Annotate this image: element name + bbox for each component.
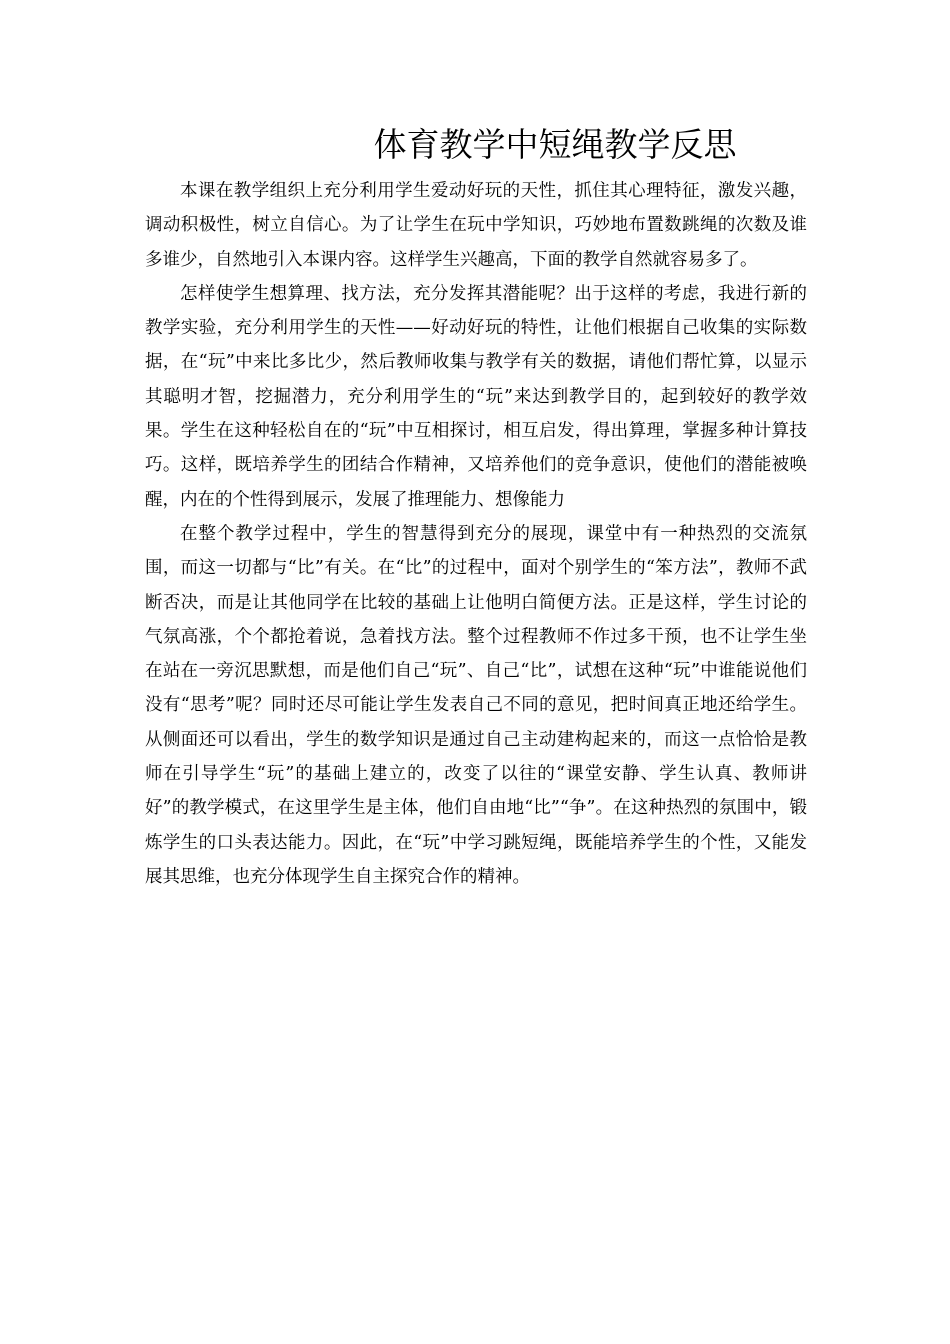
paragraph-2: 怎样使学生想算理、找方法，充分发挥其潜能呢？出于这样的考虑，我进行新的教学实验，充分利用学生的天性——好动好玩的特性，让他们根据自己收集的实际数据，在“玩”中来比多比少，然后教师收集与教学有关的数据，请他们帮忙算，以显示其聪明才智，挖掘潜力，充分利用学生的“玩”来达到教学目的，起到较好的教学效果。学生在这种轻松自在的“玩”中互相探讨，相互启发，得出算理，掌握多种计算技巧。这样，既培养学生的团结合作精神，又培养他们的竞争意识，使他们的潜能被唤醒，内在的个性得到展示，发展了推理能力、想像能力 bbox=[145, 283, 807, 510]
document-title: 体育教学中短绳教学反思 bbox=[373, 125, 737, 164]
document-body bbox=[145, 174, 807, 894]
paragraph-3: 在整个教学过程中，学生的智慧得到充分的展现，课堂中有一种热烈的交流氛围，而这一切都与“比”有关。在“比”的过程中，面对个别学生的“笨方法”，教师不武断否决，而是让其他同学在比较的基础上让他明白简便方法。正是这样，学生讨论的气氛高涨，个个都抢着说，急着找方法。整个过程教师不作过多干预，也不让学生坐在站在一旁沉思默想，而是他们自己“玩”、自己“比”，试想在这种“玩”中谁能说他们没有“思考”呢？同时还尽可能让学生发表自己不同的意见，把时间真正地还给学生。从侧面还可以看出，学生的数学知识是通过自己主动建构起来的，而这一点恰恰是教师在引导学生“玩”的基础上建立的，改变了以往的“课堂安静、学生认真、教师讲好”的教学模式，在这里学生是主体，他们自由地“比”“争”。在这种热烈的氛围中，锻炼学生的口头表达能力。因此，在“玩”中学习跳短绳，既能培养学生的个性，又能发展其思维，也充分体现学生自主探究合作的精神。 bbox=[145, 523, 807, 887]
paragraph-1: 本课在教学组织上充分利用学生爱动好玩的天性，抓住其心理特征，激发兴趣，调动积极性，树立自信心。为了让学生在玩中学知识，巧妙地布置数跳绳的次数及谁多谁少，自然地引入本课内容。这样学生兴趣高，下面的教学自然就容易多了。 bbox=[145, 181, 807, 270]
